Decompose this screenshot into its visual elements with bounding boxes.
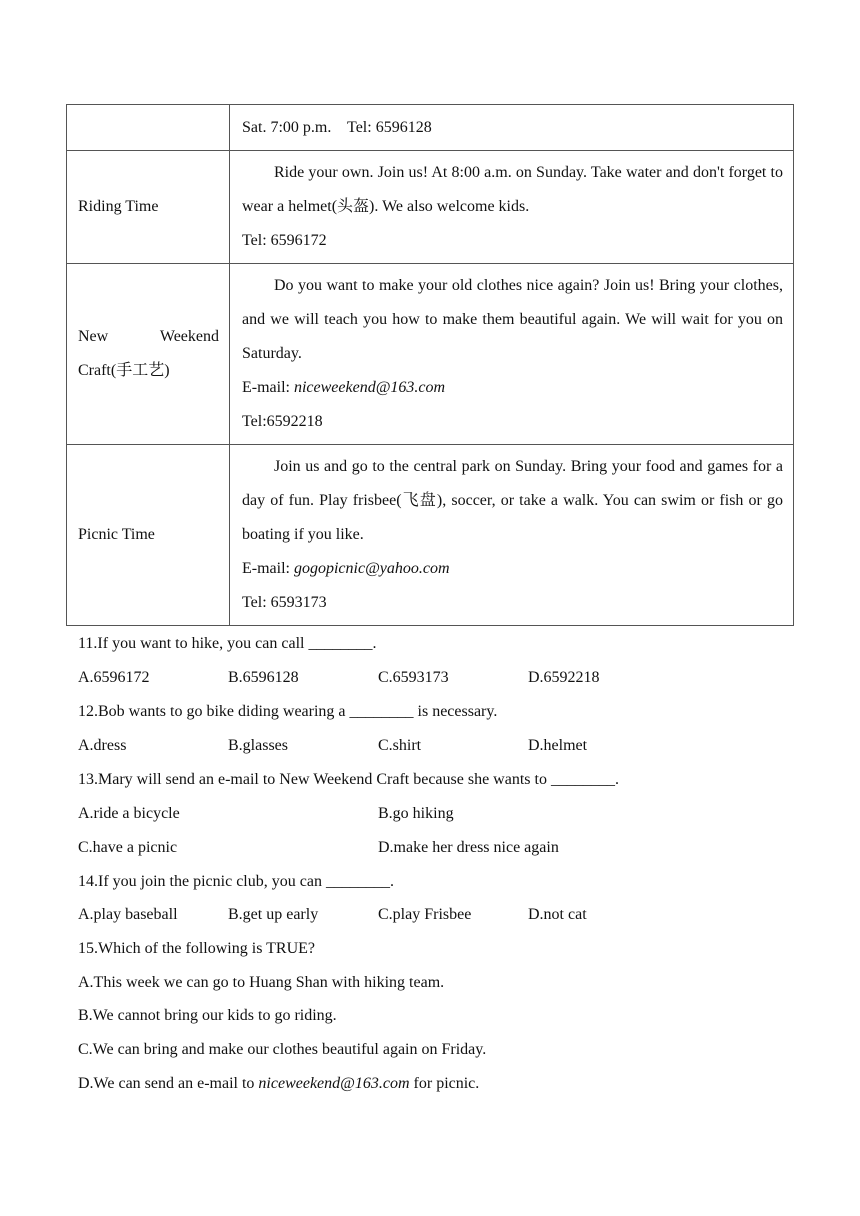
club-description: Join us and go to the central park on Sunday. Bring your food and games for a day of fun. Play frisbee(飞盘), soccer, or take a walk. You can swim or fish or go boating if you like.: [242, 458, 783, 543]
club-name-cell: [67, 151, 230, 264]
question-stem: 12.Bob wants to go bike diding wearing a ________ is necessary.: [78, 703, 498, 720]
answer-option: C.play Frisbee: [378, 906, 472, 923]
email-label: E-mail:: [242, 379, 294, 396]
answer-option: A.6596172: [78, 669, 150, 686]
answer-option: C.We can bring and make our clothes beautiful again on Friday.: [78, 1041, 487, 1058]
club-name-cell: [67, 445, 230, 626]
club-email: niceweekend@163.com: [293, 379, 446, 396]
schedule-line: Sat. 7:00 p.m. Tel: 6596128: [242, 118, 432, 136]
answer-option: B.go hiking: [378, 805, 454, 822]
table-row: [67, 151, 794, 264]
answer-option: B.get up early: [228, 906, 319, 923]
club-desc-cell: [230, 445, 794, 626]
answer-option: C.shirt: [378, 737, 422, 754]
club-name-line1: New Weekend: [78, 328, 219, 345]
answer-option: A.play baseball: [78, 906, 178, 923]
club-tel: Tel: 6596172: [242, 232, 327, 249]
option-text: D.We can send an e-mail to: [78, 1075, 259, 1092]
answer-option: C.have a picnic: [78, 839, 178, 856]
answer-option: A.This week we can go to Huang Shan with hiking team.: [78, 974, 445, 991]
club-desc-cell: [230, 151, 794, 264]
table-row: [67, 264, 794, 445]
question-stem: 14.If you join the picnic club, you can ________.: [78, 873, 394, 890]
answer-option: D.helmet: [528, 737, 588, 754]
answer-option: [78, 1074, 479, 1094]
club-name: Picnic Time: [78, 526, 155, 543]
question-stem: 11.If you want to hike, you can call ________.: [78, 635, 377, 652]
question-stem: 15.Which of the following is TRUE?: [78, 940, 315, 957]
option-text: for picnic.: [409, 1075, 480, 1092]
club-description: Ride your own. Join us! At 8:00 a.m. on Sunday. Take water and don't forget to wear a helmet(头盔). We also welcome kids.: [242, 164, 783, 215]
club-ads-table: [66, 104, 794, 626]
table-row: [67, 105, 794, 151]
answer-option: D.make her dress nice again: [378, 839, 559, 856]
club-name: Riding Time: [78, 198, 159, 215]
option-email: niceweekend@163.com: [258, 1075, 410, 1092]
club-email-line: [242, 371, 783, 405]
answer-option: C.6593173: [378, 669, 449, 686]
club-desc-cell: [230, 264, 794, 445]
answer-option: D.not cat: [528, 906, 587, 923]
club-description: Do you want to make your old clothes nice again? Join us! Bring your clothes, and we will teach you how to make them beautiful again. We will wait for you on Saturday.: [242, 277, 783, 362]
answer-option: D.6592218: [528, 669, 600, 686]
answer-option: B.6596128: [228, 669, 299, 686]
answer-option: B.We cannot bring our kids to go riding.: [78, 1007, 337, 1024]
club-email-line: [242, 552, 783, 586]
club-name-cell: [67, 264, 230, 445]
club-desc-cell: [230, 105, 794, 151]
club-tel: Tel: 6593173: [242, 594, 327, 611]
answer-option: A.ride a bicycle: [78, 805, 180, 822]
email-label: E-mail:: [242, 560, 294, 577]
table-row: [67, 445, 794, 626]
answer-option: B.glasses: [228, 737, 288, 754]
club-email: gogopicnic@yahoo.com: [293, 560, 450, 577]
question-stem: 13.Mary will send an e-mail to New Weekend Craft because she wants to ________.: [78, 771, 619, 788]
club-name-line2: Craft(手工艺): [78, 362, 170, 379]
answer-option: A.dress: [78, 737, 127, 754]
club-name-cell: [67, 105, 230, 151]
club-tel: Tel:6592218: [242, 413, 323, 430]
